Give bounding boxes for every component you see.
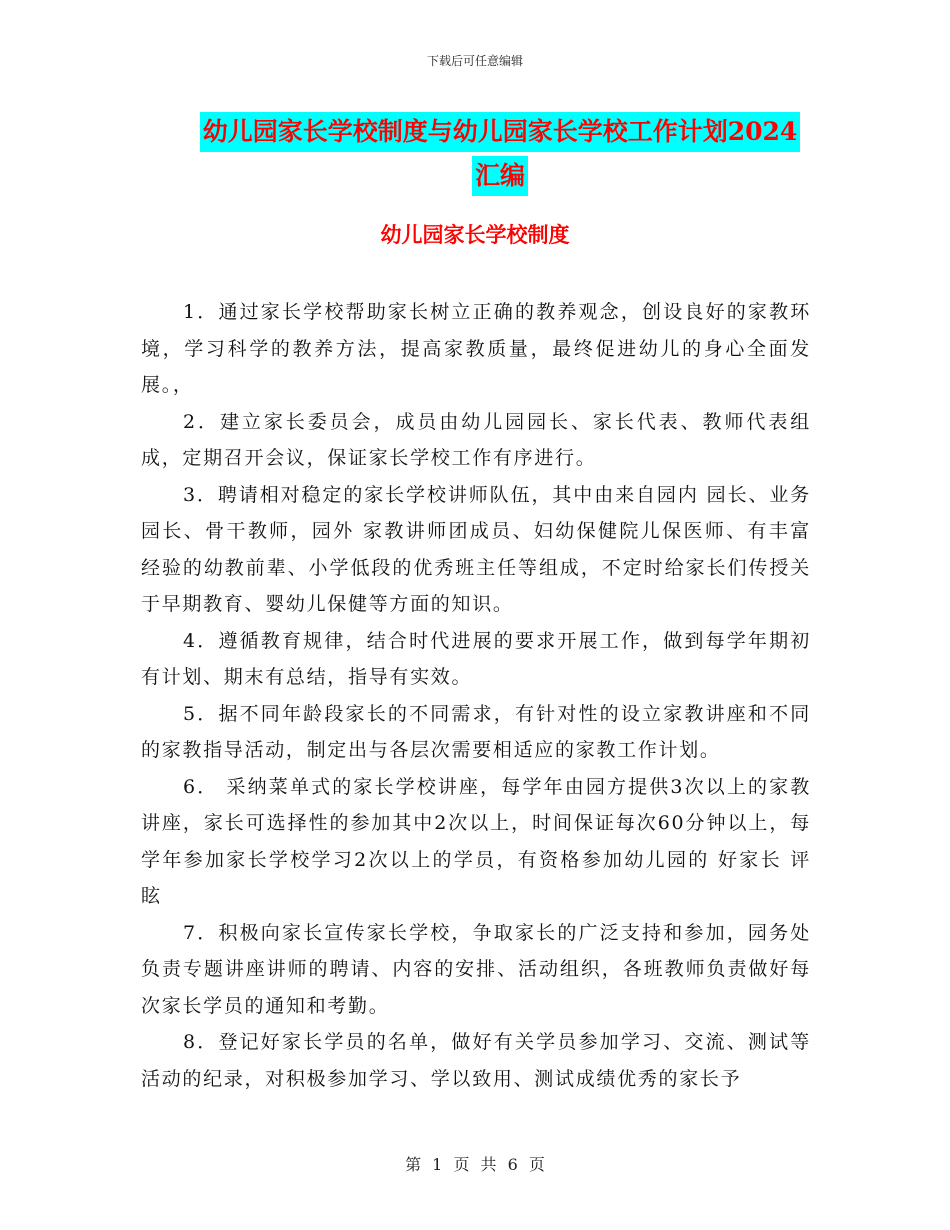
document-title-line-1: 幼儿园家长学校制度与幼儿园家长学校工作计划2024: [200, 112, 801, 152]
document-title: [190, 112, 810, 196]
paragraph-2: 2．建立家长委员会，成员由幼儿园园长、家长代表、教师代表组成，定期召开会议，保证家长学校工作有序进行。: [141, 410, 811, 469]
document-body: [141, 294, 811, 1097]
paragraph-3: 3．聘请相对稳定的家长学校讲师队伍，其中由来自园内 园长、业务园长、骨干教师，园外 家教讲师团成员、妇幼保健院儿保医师、有丰富经验的幼教前辈、小学低段的优秀班主任等组成，不定时给家长们传授关于早期教育、婴幼儿保健等方面的知识。: [141, 483, 811, 615]
section-title: 幼儿园家长学校制度: [380, 222, 570, 247]
page-number: 第 1 页 共 6 页: [405, 1155, 545, 1174]
paragraph-7: 7．积极向家长宣传家长学校，争取家长的广泛支持和参加，园务处负责专题讲座讲师的聘请、内容的安排、活动组织，各班教师负责做好每次家长学员的通知和考勤。: [141, 921, 811, 1017]
document-title-line-2: 汇编: [472, 156, 528, 196]
paragraph-6: 6． 采纳菜单式的家长学校讲座，每学年由园方提供3次以上的家教讲座，家长可选择性的参加其中2次以上，时间保证每次60分钟以上，每学年参加家长学校学习2次以上的学员，有资格参加幼儿园的 好家长 评眩: [141, 775, 811, 907]
page-header: 下载后可任意编辑: [426, 54, 523, 68]
paragraph-4: 4．遵循教育规律，结合时代进展的要求开展工作，做到每学年期初有计划、期末有总结，指导有实效。: [141, 629, 811, 688]
paragraph-8: 8．登记好家长学员的名单，做好有关学员参加学习、交流、测试等活动的纪录，对积极参加学习、学以致用、测试成绩优秀的家长予: [141, 1031, 811, 1090]
paragraph-5: 5．据不同年龄段家长的不同需求，有针对性的设立家教讲座和不同的家教指导活动，制定出与各层次需要相适应的家教工作计划。: [141, 702, 811, 761]
paragraph-1: 1．通过家长学校帮助家长树立正确的教养观念，创设良好的家教环境，学习科学的教养方法，提高家教质量，最终促进幼儿的身心全面发展。，: [141, 301, 811, 396]
